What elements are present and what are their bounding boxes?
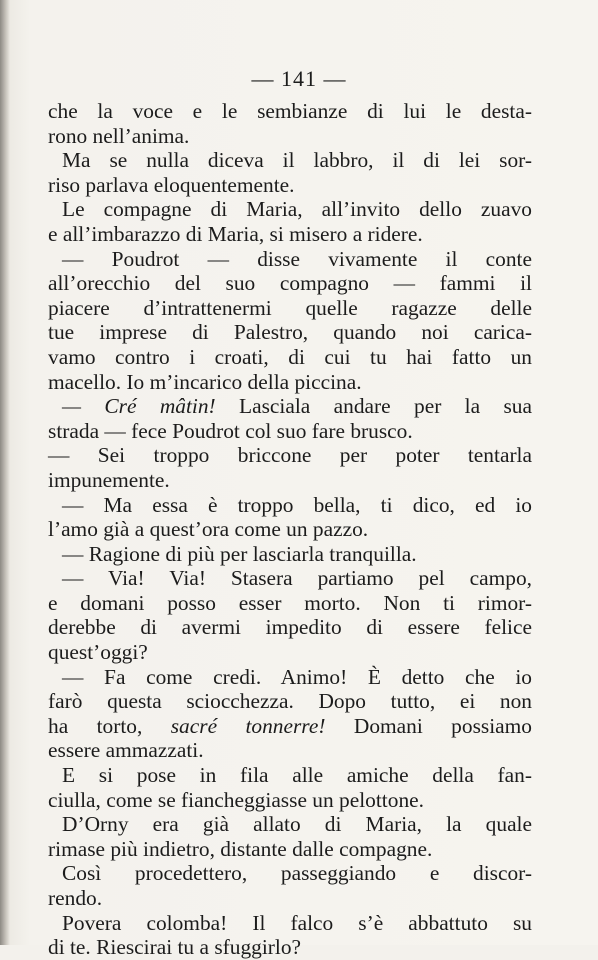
- text-line: [48, 640, 532, 665]
- text-line: [48, 99, 532, 124]
- text-line: [48, 689, 532, 714]
- text-line: [48, 222, 532, 247]
- text-line-content: essere ammazzati.: [48, 738, 204, 763]
- text-line-content: strada — fece Poudrot col suo fare brusco.: [48, 418, 413, 443]
- text-line: [48, 591, 532, 616]
- text-line: [48, 517, 532, 542]
- text-line-content: — Fa come credi. Animo! È detto che io: [62, 664, 532, 689]
- text-line-content: che la voce e le sembianze di lui le desta-: [48, 99, 532, 123]
- body-text: [48, 99, 532, 960]
- text-line-content: — Ragione di più per lasciarla tranquilla.: [62, 541, 417, 566]
- text-line-content: ciulla, come se fiancheggiasse un pelottone.: [48, 787, 424, 812]
- text-line: [48, 714, 532, 739]
- text-line-continuation: Domani possiamo: [325, 713, 532, 738]
- text-line-content: — Poudrot — disse vivamente il conte: [62, 246, 532, 271]
- text-line-content: Così procedettero, passeggiando e discor-: [62, 861, 532, 886]
- text-line-content: ha torto,: [48, 713, 171, 738]
- text-line: [48, 812, 532, 837]
- text-line: [48, 861, 532, 886]
- text-line-content: E si pose in fila alle amiche della fan-: [62, 763, 532, 788]
- italic-phrase: — Cré mâtin!: [62, 394, 216, 419]
- text-line-content: quest’oggi?: [48, 640, 148, 665]
- text-line: [48, 542, 532, 567]
- text-line-content: piacere d’intrattenermi quelle ragazze delle: [48, 295, 532, 320]
- text-line-content: tue imprese di Palestro, quando noi carica-: [48, 320, 532, 345]
- text-line-content: rono nell’anima.: [48, 123, 190, 148]
- text-line-content: derebbe di avermi impedito di essere felice: [48, 615, 532, 640]
- page-number: — 141 —: [251, 66, 347, 91]
- text-line: [48, 320, 532, 345]
- text-line: [48, 296, 532, 321]
- text-line: [48, 837, 532, 862]
- text-line-content: macello. Io m’incarico della piccina.: [48, 369, 362, 394]
- italic-phrase: sacré tonnerre!: [170, 713, 326, 738]
- text-line: [48, 370, 532, 395]
- text-line: [48, 615, 532, 640]
- text-line-content: di te. Riescirai tu a sfuggirlo?: [48, 935, 302, 960]
- text-line: [48, 493, 532, 518]
- text-line-content: farò questa sciocchezza. Dopo tutto, ei non: [48, 689, 532, 714]
- text-line: [48, 345, 532, 370]
- text-line-content: Ma se nulla diceva il labbro, il di lei sor-: [62, 148, 532, 173]
- text-line-content: D’Orny era già allato di Maria, la quale: [62, 812, 532, 837]
- text-line-content: e all’imbarazzo di Maria, si misero a ridere.: [48, 221, 423, 246]
- text-line: [48, 271, 532, 296]
- text-line: [48, 468, 532, 493]
- text-line-content: Le compagne di Maria, all’invito dello zuavo: [62, 197, 532, 222]
- text-line: [48, 763, 532, 788]
- text-line: [48, 566, 532, 591]
- text-line-content: l’amo già a quest’ora come un pazzo.: [48, 517, 369, 542]
- text-line-content: vamo contro i croati, di cui tu hai fatto un: [48, 344, 532, 369]
- text-line: [48, 911, 532, 936]
- text-line: [48, 935, 532, 960]
- text-line-content: rimase più indietro, distante dalle compagne.: [48, 836, 433, 861]
- text-line: [48, 173, 532, 198]
- text-line: [48, 394, 532, 419]
- text-line-continuation: Lasciala andare per la sua: [215, 394, 532, 419]
- text-line-content: rendo.: [48, 886, 103, 910]
- text-line: [48, 419, 532, 444]
- text-line: [48, 247, 532, 272]
- text-line-content: impunemente.: [48, 467, 170, 492]
- text-line: [48, 124, 532, 149]
- text-line-content: e domani posso esser morto. Non ti rimor-: [48, 590, 532, 615]
- page-spine-shadow: [0, 0, 10, 945]
- text-line: [48, 738, 532, 763]
- text-line: [48, 665, 532, 690]
- text-line-content: — Sei troppo briccone per poter tentarla: [48, 443, 532, 468]
- text-line-content: — Ma essa è troppo bella, ti dico, ed io: [62, 492, 532, 517]
- text-line: [48, 886, 532, 911]
- text-line-content: — Via! Via! Stasera partiamo pel campo,: [62, 566, 532, 591]
- text-line: [48, 443, 532, 468]
- text-line-content: all’orecchio del suo compagno — fammi il: [48, 271, 532, 296]
- text-line: [48, 788, 532, 813]
- text-line: [48, 148, 532, 173]
- text-line-content: Povera colomba! Il falco s’è abbattuto su: [62, 910, 532, 935]
- text-line: [48, 197, 532, 222]
- text-line-content: riso parlava eloquentemente.: [48, 172, 295, 197]
